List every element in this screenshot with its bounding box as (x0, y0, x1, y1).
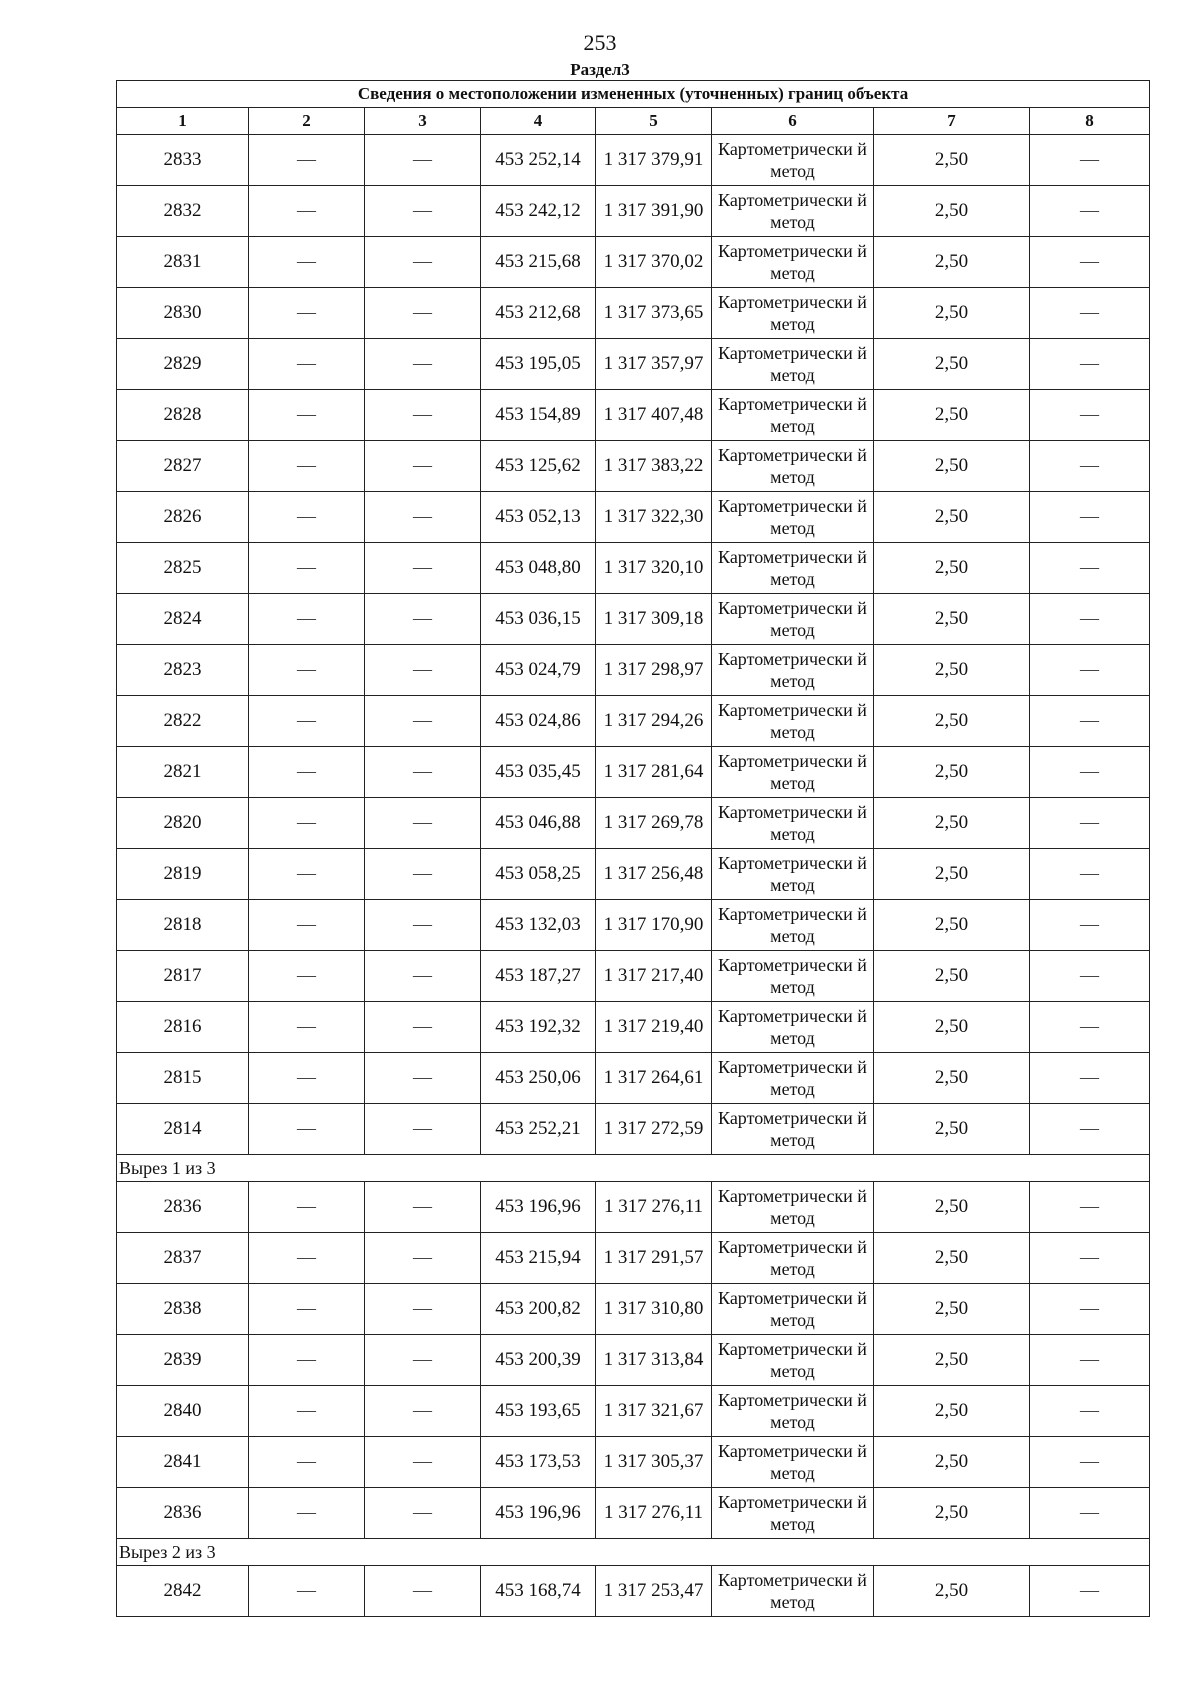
cell-col8: — (1030, 900, 1150, 951)
point-number: 2840 (117, 1386, 249, 1437)
coord-y: 1 317 276,11 (596, 1488, 712, 1539)
accuracy-cell: 2,50 (874, 594, 1030, 645)
accuracy-cell: 2,50 (874, 186, 1030, 237)
table-row (117, 1284, 1150, 1335)
cell-col2: — (249, 849, 365, 900)
accuracy-cell: 2,50 (874, 135, 1030, 186)
cell-col3: — (365, 900, 481, 951)
cell-col8: — (1030, 798, 1150, 849)
cell-col8: — (1030, 135, 1150, 186)
table-row (117, 1488, 1150, 1539)
coord-x: 453 187,27 (481, 951, 596, 1002)
section-title: Раздел3 (570, 60, 630, 79)
cell-col2: — (249, 1233, 365, 1284)
cell-col3: — (365, 1488, 481, 1539)
point-number: 2842 (117, 1566, 249, 1617)
cell-col2: — (249, 390, 365, 441)
table-row (117, 1104, 1150, 1155)
coord-y: 1 317 276,11 (596, 1182, 712, 1233)
coord-y: 1 317 370,02 (596, 237, 712, 288)
accuracy-cell: 2,50 (874, 747, 1030, 798)
cell-col8: — (1030, 1386, 1150, 1437)
table-row (117, 1002, 1150, 1053)
coord-x: 453 200,39 (481, 1335, 596, 1386)
coord-y: 1 317 217,40 (596, 951, 712, 1002)
point-number: 2832 (117, 186, 249, 237)
coord-y: 1 317 264,61 (596, 1053, 712, 1104)
cell-col8: — (1030, 1053, 1150, 1104)
method-cell: Картометрически й метод (712, 237, 874, 288)
coord-x: 453 132,03 (481, 900, 596, 951)
group-row (117, 1155, 1150, 1182)
cell-col2: — (249, 1386, 365, 1437)
method-cell: Картометрически й метод (712, 441, 874, 492)
coord-y: 1 317 298,97 (596, 645, 712, 696)
coord-y: 1 317 310,80 (596, 1284, 712, 1335)
cell-col3: — (365, 1335, 481, 1386)
cell-col3: — (365, 492, 481, 543)
coord-x: 453 046,88 (481, 798, 596, 849)
cell-col8: — (1030, 1104, 1150, 1155)
coord-y: 1 317 219,40 (596, 1002, 712, 1053)
cell-col8: — (1030, 237, 1150, 288)
point-number: 2830 (117, 288, 249, 339)
cell-col8: — (1030, 747, 1150, 798)
table-row (117, 390, 1150, 441)
table-row (117, 1053, 1150, 1104)
table-row (117, 237, 1150, 288)
coord-x: 453 036,15 (481, 594, 596, 645)
point-number: 2819 (117, 849, 249, 900)
cell-col2: — (249, 900, 365, 951)
table-row (117, 645, 1150, 696)
method-cell: Картометрически й метод (712, 951, 874, 1002)
cell-col3: — (365, 1284, 481, 1335)
table-title: Сведения о местоположении измененных (уточненных) границ объекта (117, 81, 1150, 108)
cell-col3: — (365, 390, 481, 441)
accuracy-cell: 2,50 (874, 1182, 1030, 1233)
coord-x: 453 196,96 (481, 1488, 596, 1539)
cell-col3: — (365, 237, 481, 288)
point-number: 2817 (117, 951, 249, 1002)
accuracy-cell: 2,50 (874, 1284, 1030, 1335)
coord-y: 1 317 379,91 (596, 135, 712, 186)
method-cell: Картометрически й метод (712, 1437, 874, 1488)
method-cell: Картометрически й метод (712, 594, 874, 645)
group-row (117, 1539, 1150, 1566)
table-row (117, 1566, 1150, 1617)
coord-x: 453 215,68 (481, 237, 596, 288)
cell-col3: — (365, 186, 481, 237)
coord-x: 453 250,06 (481, 1053, 596, 1104)
coord-y: 1 317 170,90 (596, 900, 712, 951)
method-cell: Картометрически й метод (712, 1566, 874, 1617)
cell-col3: — (365, 1233, 481, 1284)
coord-y: 1 317 383,22 (596, 441, 712, 492)
method-cell: Картометрически й метод (712, 1233, 874, 1284)
point-number: 2837 (117, 1233, 249, 1284)
point-number: 2836 (117, 1488, 249, 1539)
coord-x: 453 200,82 (481, 1284, 596, 1335)
cell-col8: — (1030, 1488, 1150, 1539)
accuracy-cell: 2,50 (874, 237, 1030, 288)
cell-col2: — (249, 441, 365, 492)
coord-x: 453 192,32 (481, 1002, 596, 1053)
method-cell: Картометрически й метод (712, 1386, 874, 1437)
accuracy-cell: 2,50 (874, 696, 1030, 747)
cell-col3: — (365, 1104, 481, 1155)
method-cell: Картометрически й метод (712, 798, 874, 849)
accuracy-cell: 2,50 (874, 1488, 1030, 1539)
cell-col3: — (365, 1182, 481, 1233)
cell-col3: — (365, 543, 481, 594)
coord-x: 453 193,65 (481, 1386, 596, 1437)
table-row (117, 543, 1150, 594)
coord-y: 1 317 269,78 (596, 798, 712, 849)
accuracy-cell: 2,50 (874, 1566, 1030, 1617)
page-number: 253 (583, 30, 617, 55)
coord-y: 1 317 256,48 (596, 849, 712, 900)
table-row (117, 1437, 1150, 1488)
method-cell: Картометрически й метод (712, 1182, 874, 1233)
cell-col2: — (249, 237, 365, 288)
coordinates-table (116, 80, 1150, 1617)
cell-col8: — (1030, 951, 1150, 1002)
cell-col8: — (1030, 1566, 1150, 1617)
cell-col3: — (365, 1437, 481, 1488)
coord-x: 453 242,12 (481, 186, 596, 237)
group-label: Вырез 1 из 3 (117, 1155, 1150, 1182)
accuracy-cell: 2,50 (874, 798, 1030, 849)
coord-y: 1 317 294,26 (596, 696, 712, 747)
cell-col2: — (249, 1104, 365, 1155)
cell-col8: — (1030, 1284, 1150, 1335)
table-row (117, 492, 1150, 543)
table-row (117, 186, 1150, 237)
cell-col3: — (365, 951, 481, 1002)
cell-col3: — (365, 441, 481, 492)
coord-x: 453 196,96 (481, 1182, 596, 1233)
point-number: 2823 (117, 645, 249, 696)
coord-y: 1 317 321,67 (596, 1386, 712, 1437)
method-cell: Картометрически й метод (712, 1284, 874, 1335)
coord-x: 453 168,74 (481, 1566, 596, 1617)
table-body (117, 135, 1150, 1617)
cell-col2: — (249, 645, 365, 696)
column-header: 3 (365, 108, 481, 135)
point-number: 2827 (117, 441, 249, 492)
cell-col2: — (249, 1002, 365, 1053)
cell-col2: — (249, 951, 365, 1002)
point-number: 2820 (117, 798, 249, 849)
coord-x: 453 035,45 (481, 747, 596, 798)
cell-col8: — (1030, 696, 1150, 747)
method-cell: Картометрически й метод (712, 1488, 874, 1539)
method-cell: Картометрически й метод (712, 492, 874, 543)
cell-col8: — (1030, 645, 1150, 696)
coord-y: 1 317 391,90 (596, 186, 712, 237)
cell-col8: — (1030, 1437, 1150, 1488)
coord-y: 1 317 313,84 (596, 1335, 712, 1386)
cell-col2: — (249, 1437, 365, 1488)
accuracy-cell: 2,50 (874, 1437, 1030, 1488)
table-row (117, 747, 1150, 798)
accuracy-cell: 2,50 (874, 1335, 1030, 1386)
cell-col3: — (365, 849, 481, 900)
column-header: 4 (481, 108, 596, 135)
cell-col3: — (365, 339, 481, 390)
cell-col2: — (249, 1488, 365, 1539)
coord-y: 1 317 407,48 (596, 390, 712, 441)
coord-x: 453 052,13 (481, 492, 596, 543)
column-header: 6 (712, 108, 874, 135)
accuracy-cell: 2,50 (874, 1104, 1030, 1155)
method-cell: Картометрически й метод (712, 645, 874, 696)
coord-x: 453 215,94 (481, 1233, 596, 1284)
method-cell: Картометрически й метод (712, 390, 874, 441)
method-cell: Картометрически й метод (712, 747, 874, 798)
table-row (117, 288, 1150, 339)
point-number: 2839 (117, 1335, 249, 1386)
cell-col2: — (249, 1182, 365, 1233)
point-number: 2818 (117, 900, 249, 951)
coord-y: 1 317 305,37 (596, 1437, 712, 1488)
cell-col8: — (1030, 849, 1150, 900)
coord-x: 453 195,05 (481, 339, 596, 390)
cell-col3: — (365, 288, 481, 339)
cell-col8: — (1030, 390, 1150, 441)
cell-col8: — (1030, 1335, 1150, 1386)
cell-col2: — (249, 135, 365, 186)
cell-col2: — (249, 186, 365, 237)
table-row (117, 798, 1150, 849)
point-number: 2831 (117, 237, 249, 288)
column-header: 1 (117, 108, 249, 135)
point-number: 2836 (117, 1182, 249, 1233)
point-number: 2816 (117, 1002, 249, 1053)
cell-col2: — (249, 339, 365, 390)
accuracy-cell: 2,50 (874, 900, 1030, 951)
table-row (117, 1335, 1150, 1386)
cell-col3: — (365, 1566, 481, 1617)
accuracy-cell: 2,50 (874, 849, 1030, 900)
cell-col2: — (249, 696, 365, 747)
column-header: 2 (249, 108, 365, 135)
method-cell: Картометрически й метод (712, 288, 874, 339)
point-number: 2822 (117, 696, 249, 747)
cell-col2: — (249, 1284, 365, 1335)
method-cell: Картометрически й метод (712, 1104, 874, 1155)
method-cell: Картометрически й метод (712, 186, 874, 237)
coord-x: 453 048,80 (481, 543, 596, 594)
column-header: 7 (874, 108, 1030, 135)
point-number: 2833 (117, 135, 249, 186)
accuracy-cell: 2,50 (874, 441, 1030, 492)
column-header: 8 (1030, 108, 1150, 135)
table-row (117, 849, 1150, 900)
table-row (117, 339, 1150, 390)
point-number: 2838 (117, 1284, 249, 1335)
method-cell: Картометрически й метод (712, 135, 874, 186)
table-row (117, 1386, 1150, 1437)
accuracy-cell: 2,50 (874, 1002, 1030, 1053)
accuracy-cell: 2,50 (874, 951, 1030, 1002)
point-number: 2829 (117, 339, 249, 390)
point-number: 2828 (117, 390, 249, 441)
accuracy-cell: 2,50 (874, 339, 1030, 390)
accuracy-cell: 2,50 (874, 1053, 1030, 1104)
cell-col8: — (1030, 1182, 1150, 1233)
coord-y: 1 317 253,47 (596, 1566, 712, 1617)
cell-col2: — (249, 1566, 365, 1617)
point-number: 2815 (117, 1053, 249, 1104)
cell-col2: — (249, 288, 365, 339)
table-row (117, 1182, 1150, 1233)
coord-y: 1 317 281,64 (596, 747, 712, 798)
coord-y: 1 317 309,18 (596, 594, 712, 645)
coord-y: 1 317 357,97 (596, 339, 712, 390)
cell-col2: — (249, 1335, 365, 1386)
coord-y: 1 317 320,10 (596, 543, 712, 594)
cell-col8: — (1030, 441, 1150, 492)
accuracy-cell: 2,50 (874, 1233, 1030, 1284)
cell-col3: — (365, 747, 481, 798)
cell-col2: — (249, 798, 365, 849)
table-row (117, 1233, 1150, 1284)
coord-x: 453 125,62 (481, 441, 596, 492)
cell-col8: — (1030, 186, 1150, 237)
cell-col8: — (1030, 288, 1150, 339)
coord-x: 453 024,86 (481, 696, 596, 747)
cell-col8: — (1030, 594, 1150, 645)
cell-col3: — (365, 696, 481, 747)
cell-col3: — (365, 1002, 481, 1053)
table-row (117, 900, 1150, 951)
accuracy-cell: 2,50 (874, 390, 1030, 441)
coord-x: 453 212,68 (481, 288, 596, 339)
point-number: 2826 (117, 492, 249, 543)
cell-col8: — (1030, 339, 1150, 390)
cell-col3: — (365, 594, 481, 645)
coord-x: 453 154,89 (481, 390, 596, 441)
method-cell: Картометрически й метод (712, 1002, 874, 1053)
point-number: 2824 (117, 594, 249, 645)
table-row (117, 135, 1150, 186)
method-cell: Картометрически й метод (712, 696, 874, 747)
accuracy-cell: 2,50 (874, 645, 1030, 696)
column-header: 5 (596, 108, 712, 135)
coord-y: 1 317 373,65 (596, 288, 712, 339)
table-row (117, 696, 1150, 747)
method-cell: Картометрически й метод (712, 339, 874, 390)
cell-col8: — (1030, 492, 1150, 543)
accuracy-cell: 2,50 (874, 1386, 1030, 1437)
cell-col8: — (1030, 1002, 1150, 1053)
coord-x: 453 252,21 (481, 1104, 596, 1155)
coord-x: 453 173,53 (481, 1437, 596, 1488)
coord-y: 1 317 322,30 (596, 492, 712, 543)
cell-col2: — (249, 1053, 365, 1104)
coord-x: 453 024,79 (481, 645, 596, 696)
table-row (117, 594, 1150, 645)
cell-col8: — (1030, 543, 1150, 594)
accuracy-cell: 2,50 (874, 288, 1030, 339)
method-cell: Картометрически й метод (712, 1053, 874, 1104)
cell-col3: — (365, 135, 481, 186)
cell-col3: — (365, 1053, 481, 1104)
coord-x: 453 058,25 (481, 849, 596, 900)
group-label: Вырез 2 из 3 (117, 1539, 1150, 1566)
cell-col8: — (1030, 1233, 1150, 1284)
coord-x: 453 252,14 (481, 135, 596, 186)
method-cell: Картометрически й метод (712, 1335, 874, 1386)
cell-col2: — (249, 594, 365, 645)
point-number: 2841 (117, 1437, 249, 1488)
coord-y: 1 317 291,57 (596, 1233, 712, 1284)
column-header-row (117, 108, 1150, 135)
method-cell: Картометрически й метод (712, 849, 874, 900)
table-row (117, 441, 1150, 492)
method-cell: Картометрически й метод (712, 900, 874, 951)
cell-col3: — (365, 798, 481, 849)
cell-col2: — (249, 492, 365, 543)
coord-y: 1 317 272,59 (596, 1104, 712, 1155)
method-cell: Картометрически й метод (712, 543, 874, 594)
cell-col2: — (249, 543, 365, 594)
cell-col3: — (365, 645, 481, 696)
table-row (117, 951, 1150, 1002)
point-number: 2814 (117, 1104, 249, 1155)
point-number: 2821 (117, 747, 249, 798)
cell-col3: — (365, 1386, 481, 1437)
point-number: 2825 (117, 543, 249, 594)
accuracy-cell: 2,50 (874, 492, 1030, 543)
cell-col2: — (249, 747, 365, 798)
accuracy-cell: 2,50 (874, 543, 1030, 594)
